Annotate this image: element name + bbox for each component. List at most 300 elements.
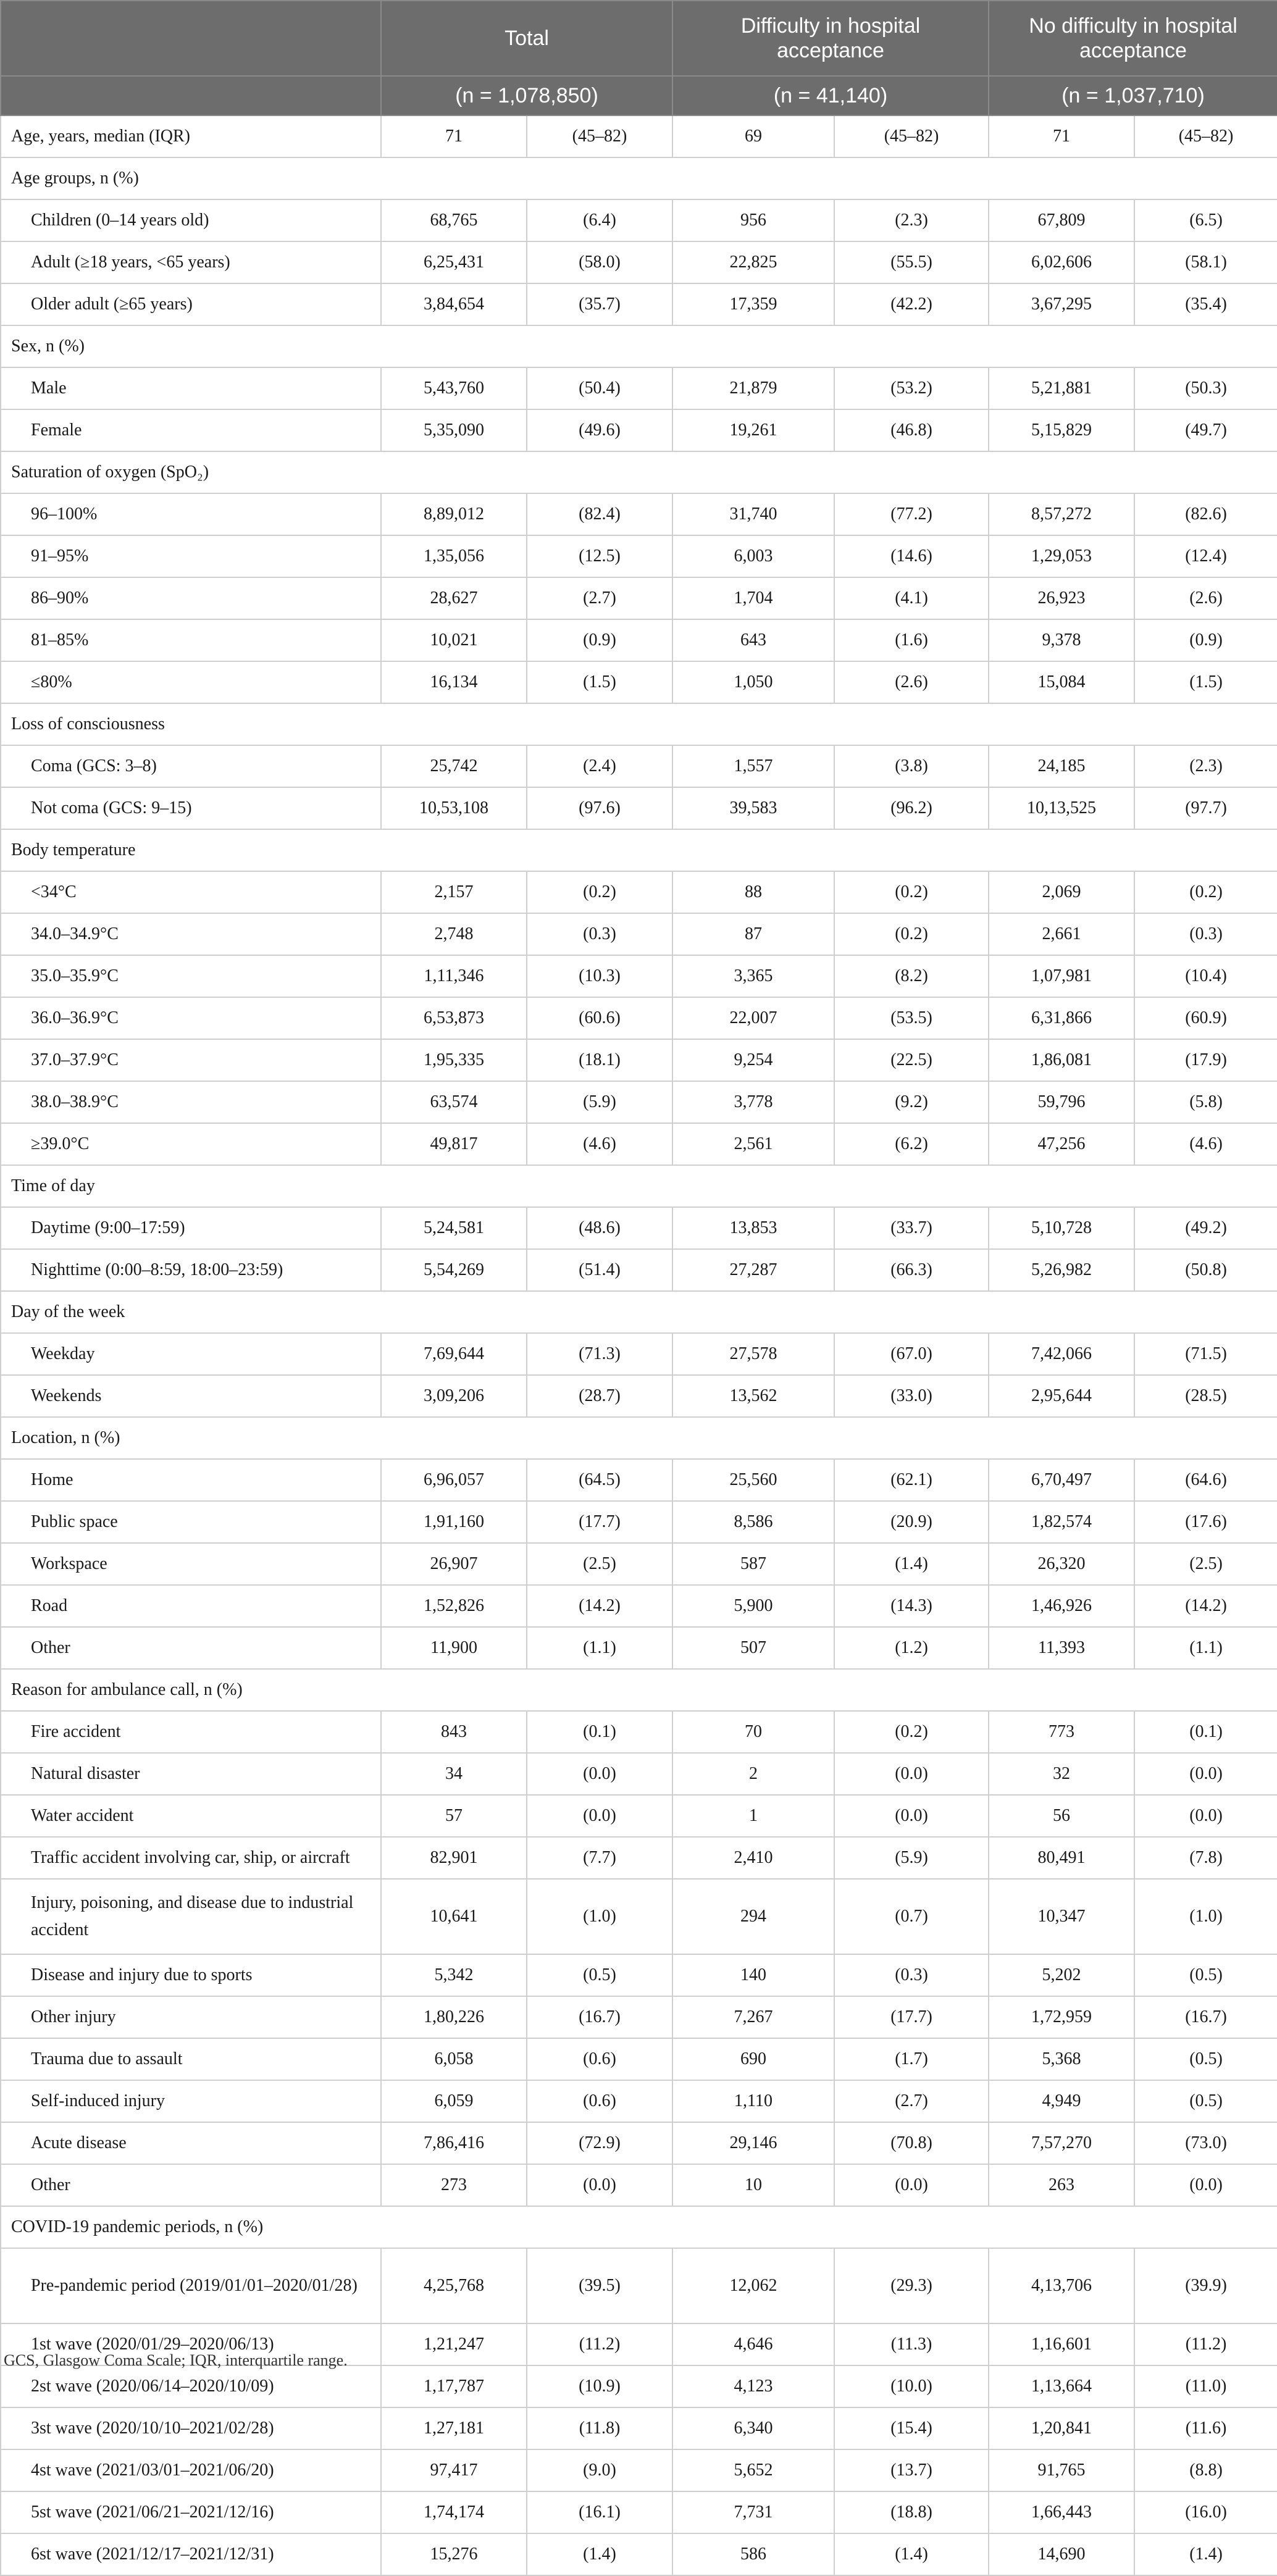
total-count-cell: 4,25,768 (381, 2248, 527, 2323)
total-count-cell: 71 (381, 115, 527, 157)
difficulty-count-cell: 19,261 (672, 409, 834, 451)
table-row (1, 955, 1277, 997)
row-label: Public space (1, 1501, 381, 1543)
section-row (1, 157, 1277, 199)
difficulty-percent-cell: (33.7) (834, 1207, 989, 1249)
row-label: Road (1, 1585, 381, 1627)
no-difficulty-count-cell: 10,347 (989, 1879, 1134, 1954)
difficulty-count-cell: 21,879 (672, 367, 834, 409)
difficulty-percent-cell: (0.2) (834, 871, 989, 913)
row-label: Daytime (9:00–17:59) (1, 1207, 381, 1249)
difficulty-percent-cell: (77.2) (834, 493, 989, 535)
difficulty-count-cell: 7,731 (672, 2491, 834, 2533)
no-difficulty-percent-cell: (58.1) (1134, 241, 1277, 283)
no-difficulty-count-cell: 6,31,866 (989, 997, 1134, 1039)
total-percent-cell: (2.7) (527, 577, 672, 619)
difficulty-percent-cell: (10.0) (834, 2365, 989, 2407)
no-difficulty-count-cell: 1,16,601 (989, 2323, 1134, 2365)
table-row (1, 1501, 1277, 1543)
table-footnote: GCS, Glasgow Coma Scale; IQR, interquartile range. (4, 2351, 348, 2369)
no-difficulty-percent-cell: (0.5) (1134, 2038, 1277, 2080)
difficulty-count-cell: 3,778 (672, 1081, 834, 1123)
difficulty-percent-cell: (1.4) (834, 2533, 989, 2575)
table-row (1, 535, 1277, 577)
total-percent-cell: (97.6) (527, 787, 672, 829)
difficulty-count-cell: 29,146 (672, 2122, 834, 2164)
total-percent-cell: (5.9) (527, 1081, 672, 1123)
section-label: Time of day (1, 1165, 1277, 1207)
no-difficulty-count-cell: 9,378 (989, 619, 1134, 661)
difficulty-percent-cell: (1.6) (834, 619, 989, 661)
table-row (1, 913, 1277, 955)
table-row (1, 1249, 1277, 1291)
difficulty-percent-cell: (53.2) (834, 367, 989, 409)
no-difficulty-percent-cell: (73.0) (1134, 2122, 1277, 2164)
total-percent-cell: (16.1) (527, 2491, 672, 2533)
no-difficulty-count-cell: 67,809 (989, 199, 1134, 241)
total-percent-cell: (28.7) (527, 1375, 672, 1417)
no-difficulty-count-cell: 1,20,841 (989, 2407, 1134, 2449)
difficulty-percent-cell: (20.9) (834, 1501, 989, 1543)
no-difficulty-count-cell: 263 (989, 2164, 1134, 2206)
total-count-cell: 10,641 (381, 1879, 527, 1954)
row-label: 3st wave (2020/10/10–2021/02/28) (1, 2407, 381, 2449)
section-row (1, 451, 1277, 493)
no-difficulty-count-cell: 1,07,981 (989, 955, 1134, 997)
total-count-cell: 28,627 (381, 577, 527, 619)
total-count-cell: 26,907 (381, 1543, 527, 1585)
section-row (1, 1417, 1277, 1459)
no-difficulty-percent-cell: (1.4) (1134, 2533, 1277, 2575)
no-difficulty-count-cell: 5,202 (989, 1954, 1134, 1996)
no-difficulty-count-cell: 15,084 (989, 661, 1134, 703)
difficulty-percent-cell: (3.8) (834, 745, 989, 787)
no-difficulty-count-cell: 24,185 (989, 745, 1134, 787)
row-label: Workspace (1, 1543, 381, 1585)
total-percent-cell: (14.2) (527, 1585, 672, 1627)
row-label: Fire accident (1, 1711, 381, 1753)
no-difficulty-count-cell: 5,10,728 (989, 1207, 1134, 1249)
table-row (1, 577, 1277, 619)
total-percent-cell: (11.2) (527, 2323, 672, 2365)
no-difficulty-percent-cell: (60.9) (1134, 997, 1277, 1039)
no-difficulty-count-cell: 26,923 (989, 577, 1134, 619)
total-percent-cell: (58.0) (527, 241, 672, 283)
no-difficulty-count-cell: 6,70,497 (989, 1459, 1134, 1501)
no-difficulty-count-cell: 11,393 (989, 1627, 1134, 1669)
no-difficulty-count-cell: 2,069 (989, 871, 1134, 913)
section-label: Loss of consciousness (1, 703, 1277, 745)
header-blank (1, 1, 381, 76)
section-row (1, 1165, 1277, 1207)
difficulty-percent-cell: (55.5) (834, 241, 989, 283)
difficulty-percent-cell: (15.4) (834, 2407, 989, 2449)
no-difficulty-percent-cell: (1.5) (1134, 661, 1277, 703)
difficulty-count-cell: 3,365 (672, 955, 834, 997)
no-difficulty-count-cell: 6,02,606 (989, 241, 1134, 283)
table-row (1, 2491, 1277, 2533)
no-difficulty-percent-cell: (97.7) (1134, 787, 1277, 829)
row-label: Weekday (1, 1333, 381, 1375)
total-count-cell: 1,95,335 (381, 1039, 527, 1081)
total-percent-cell: (0.9) (527, 619, 672, 661)
total-percent-cell: (7.7) (527, 1837, 672, 1879)
difficulty-count-cell: 587 (672, 1543, 834, 1585)
difficulty-count-cell: 5,652 (672, 2449, 834, 2491)
total-percent-cell: (0.2) (527, 871, 672, 913)
row-label: Male (1, 367, 381, 409)
difficulty-count-cell: 1,110 (672, 2080, 834, 2122)
total-percent-cell: (0.3) (527, 913, 672, 955)
table-row (1, 1459, 1277, 1501)
table-header (1, 1, 1277, 115)
total-percent-cell: (48.6) (527, 1207, 672, 1249)
table-row (1, 1333, 1277, 1375)
difficulty-percent-cell: (96.2) (834, 787, 989, 829)
table-row (1, 1123, 1277, 1165)
total-count-cell: 7,86,416 (381, 2122, 527, 2164)
header-n-total: (n = 1,078,850) (381, 76, 672, 115)
difficulty-percent-cell: (1.4) (834, 1543, 989, 1585)
total-count-cell: 34 (381, 1753, 527, 1795)
no-difficulty-percent-cell: (82.6) (1134, 493, 1277, 535)
no-difficulty-percent-cell: (11.0) (1134, 2365, 1277, 2407)
total-percent-cell: (17.7) (527, 1501, 672, 1543)
table-row (1, 1795, 1277, 1837)
no-difficulty-percent-cell: (50.3) (1134, 367, 1277, 409)
row-label: Coma (GCS: 3–8) (1, 745, 381, 787)
total-percent-cell: (12.5) (527, 535, 672, 577)
difficulty-percent-cell: (17.7) (834, 1996, 989, 2038)
total-percent-cell: (71.3) (527, 1333, 672, 1375)
difficulty-count-cell: 10 (672, 2164, 834, 2206)
no-difficulty-count-cell: 2,95,644 (989, 1375, 1134, 1417)
no-difficulty-count-cell: 8,57,272 (989, 493, 1134, 535)
total-percent-cell: (18.1) (527, 1039, 672, 1081)
total-percent-cell: (50.4) (527, 367, 672, 409)
difficulty-percent-cell: (14.6) (834, 535, 989, 577)
total-count-cell: 5,342 (381, 1954, 527, 1996)
total-count-cell: 3,84,654 (381, 283, 527, 325)
no-difficulty-percent-cell: (14.2) (1134, 1585, 1277, 1627)
no-difficulty-count-cell: 1,82,574 (989, 1501, 1134, 1543)
row-label: Other (1, 2164, 381, 2206)
no-difficulty-percent-cell: (17.6) (1134, 1501, 1277, 1543)
no-difficulty-percent-cell: (6.5) (1134, 199, 1277, 241)
total-percent-cell: (16.7) (527, 1996, 672, 2038)
no-difficulty-count-cell: 14,690 (989, 2533, 1134, 2575)
difficulty-percent-cell: (4.1) (834, 577, 989, 619)
total-count-cell: 1,21,247 (381, 2323, 527, 2365)
total-count-cell: 1,17,787 (381, 2365, 527, 2407)
no-difficulty-percent-cell: (0.3) (1134, 913, 1277, 955)
table-row (1, 871, 1277, 913)
total-count-cell: 16,134 (381, 661, 527, 703)
total-percent-cell: (0.0) (527, 1795, 672, 1837)
difficulty-percent-cell: (67.0) (834, 1333, 989, 1375)
difficulty-percent-cell: (62.1) (834, 1459, 989, 1501)
table-row (1, 1207, 1277, 1249)
no-difficulty-percent-cell: (28.5) (1134, 1375, 1277, 1417)
difficulty-count-cell: 25,560 (672, 1459, 834, 1501)
total-percent-cell: (6.4) (527, 199, 672, 241)
total-count-cell: 63,574 (381, 1081, 527, 1123)
table-row (1, 2038, 1277, 2080)
row-label: Weekends (1, 1375, 381, 1417)
total-percent-cell: (51.4) (527, 1249, 672, 1291)
no-difficulty-count-cell: 10,13,525 (989, 787, 1134, 829)
no-difficulty-count-cell: 1,72,959 (989, 1996, 1134, 2038)
difficulty-percent-cell: (14.3) (834, 1585, 989, 1627)
difficulty-count-cell: 88 (672, 871, 834, 913)
row-label: Adult (≥18 years, <65 years) (1, 241, 381, 283)
no-difficulty-count-cell: 5,26,982 (989, 1249, 1134, 1291)
no-difficulty-count-cell: 1,46,926 (989, 1585, 1134, 1627)
difficulty-count-cell: 2,561 (672, 1123, 834, 1165)
difficulty-percent-cell: (2.3) (834, 199, 989, 241)
total-count-cell: 25,742 (381, 745, 527, 787)
table-row (1, 1081, 1277, 1123)
difficulty-count-cell: 70 (672, 1711, 834, 1753)
difficulty-count-cell: 4,123 (672, 2365, 834, 2407)
row-label: Children (0–14 years old) (1, 199, 381, 241)
no-difficulty-percent-cell: (0.2) (1134, 871, 1277, 913)
no-difficulty-count-cell: 47,256 (989, 1123, 1134, 1165)
no-difficulty-count-cell: 1,13,664 (989, 2365, 1134, 2407)
section-row (1, 2206, 1277, 2248)
table-row (1, 1543, 1277, 1585)
table-row (1, 2449, 1277, 2491)
no-difficulty-count-cell: 4,949 (989, 2080, 1134, 2122)
no-difficulty-percent-cell: (2.3) (1134, 745, 1277, 787)
total-count-cell: 5,35,090 (381, 409, 527, 451)
difficulty-count-cell: 8,586 (672, 1501, 834, 1543)
difficulty-count-cell: 5,900 (672, 1585, 834, 1627)
table-row (1, 199, 1277, 241)
no-difficulty-percent-cell: (0.9) (1134, 619, 1277, 661)
no-difficulty-percent-cell: (0.1) (1134, 1711, 1277, 1753)
no-difficulty-count-cell: 1,86,081 (989, 1039, 1134, 1081)
table-row (1, 619, 1277, 661)
difficulty-count-cell: 1,050 (672, 661, 834, 703)
difficulty-percent-cell: (2.7) (834, 2080, 989, 2122)
difficulty-count-cell: 294 (672, 1879, 834, 1954)
table-row (1, 1627, 1277, 1669)
difficulty-count-cell: 12,062 (672, 2248, 834, 2323)
no-difficulty-count-cell: 7,42,066 (989, 1333, 1134, 1375)
difficulty-count-cell: 22,007 (672, 997, 834, 1039)
no-difficulty-count-cell: 3,67,295 (989, 283, 1134, 325)
table-row (1, 409, 1277, 451)
section-row (1, 1669, 1277, 1711)
difficulty-percent-cell: (0.7) (834, 1879, 989, 1954)
no-difficulty-count-cell: 5,21,881 (989, 367, 1134, 409)
total-count-cell: 8,89,012 (381, 493, 527, 535)
total-count-cell: 6,53,873 (381, 997, 527, 1039)
row-label: 91–95% (1, 535, 381, 577)
table-row (1, 2080, 1277, 2122)
row-label: Home (1, 1459, 381, 1501)
header-total: Total (381, 1, 672, 76)
total-count-cell: 10,021 (381, 619, 527, 661)
section-label: Body temperature (1, 829, 1277, 871)
row-label: 34.0–34.9°C (1, 913, 381, 955)
row-label: Trauma due to assault (1, 2038, 381, 2080)
total-count-cell: 1,91,160 (381, 1501, 527, 1543)
total-percent-cell: (60.6) (527, 997, 672, 1039)
difficulty-count-cell: 1,704 (672, 577, 834, 619)
row-label: <34°C (1, 871, 381, 913)
total-percent-cell: (0.5) (527, 1954, 672, 1996)
total-percent-cell: (0.0) (527, 1753, 672, 1795)
section-label: Day of the week (1, 1291, 1277, 1333)
difficulty-count-cell: 39,583 (672, 787, 834, 829)
table-row (1, 1039, 1277, 1081)
difficulty-count-cell: 13,853 (672, 1207, 834, 1249)
header-no-difficulty: No difficulty in hospital acceptance (989, 1, 1277, 76)
difficulty-count-cell: 17,359 (672, 283, 834, 325)
difficulty-count-cell: 956 (672, 199, 834, 241)
difficulty-percent-cell: (9.2) (834, 1081, 989, 1123)
no-difficulty-percent-cell: (71.5) (1134, 1333, 1277, 1375)
total-count-cell: 3,09,206 (381, 1375, 527, 1417)
difficulty-percent-cell: (22.5) (834, 1039, 989, 1081)
total-count-cell: 5,24,581 (381, 1207, 527, 1249)
row-label: ≤80% (1, 661, 381, 703)
row-label: Water accident (1, 1795, 381, 1837)
total-percent-cell: (0.1) (527, 1711, 672, 1753)
total-percent-cell: (9.0) (527, 2449, 672, 2491)
difficulty-count-cell: 507 (672, 1627, 834, 1669)
no-difficulty-percent-cell: (45–82) (1134, 115, 1277, 157)
total-percent-cell: (0.6) (527, 2080, 672, 2122)
header-n-no-difficulty: (n = 1,037,710) (989, 76, 1277, 115)
section-label: Location, n (%) (1, 1417, 1277, 1459)
no-difficulty-percent-cell: (50.8) (1134, 1249, 1277, 1291)
table-row (1, 1879, 1277, 1954)
table-row (1, 1711, 1277, 1753)
difficulty-percent-cell: (8.2) (834, 955, 989, 997)
no-difficulty-count-cell: 1,66,443 (989, 2491, 1134, 2533)
row-label: 2st wave (2020/06/14–2020/10/09) (1, 2365, 381, 2407)
row-label: Older adult (≥65 years) (1, 283, 381, 325)
difficulty-count-cell: 6,340 (672, 2407, 834, 2449)
table-row (1, 1753, 1277, 1795)
difficulty-percent-cell: (18.8) (834, 2491, 989, 2533)
row-label: Other (1, 1627, 381, 1669)
section-row (1, 325, 1277, 367)
table-row (1, 1996, 1277, 2038)
no-difficulty-percent-cell: (12.4) (1134, 535, 1277, 577)
difficulty-count-cell: 586 (672, 2533, 834, 2575)
row-label: ≥39.0°C (1, 1123, 381, 1165)
total-count-cell: 6,96,057 (381, 1459, 527, 1501)
difficulty-count-cell: 1 (672, 1795, 834, 1837)
difficulty-count-cell: 69 (672, 115, 834, 157)
no-difficulty-percent-cell: (8.8) (1134, 2449, 1277, 2491)
difficulty-count-cell: 140 (672, 1954, 834, 1996)
row-label: Nighttime (0:00–8:59, 18:00–23:59) (1, 1249, 381, 1291)
total-count-cell: 68,765 (381, 199, 527, 241)
row-label: 4st wave (2021/03/01–2021/06/20) (1, 2449, 381, 2491)
no-difficulty-count-cell: 32 (989, 1753, 1134, 1795)
no-difficulty-count-cell: 59,796 (989, 1081, 1134, 1123)
difficulty-percent-cell: (5.9) (834, 1837, 989, 1879)
total-count-cell: 5,54,269 (381, 1249, 527, 1291)
total-count-cell: 15,276 (381, 2533, 527, 2575)
difficulty-percent-cell: (0.0) (834, 1753, 989, 1795)
difficulty-count-cell: 22,825 (672, 241, 834, 283)
section-label: Saturation of oxygen (SpO₂) (1, 451, 1277, 493)
difficulty-count-cell: 87 (672, 913, 834, 955)
table-body (1, 115, 1277, 2575)
difficulty-percent-cell: (70.8) (834, 2122, 989, 2164)
row-label: 81–85% (1, 619, 381, 661)
no-difficulty-percent-cell: (11.6) (1134, 2407, 1277, 2449)
difficulty-percent-cell: (1.7) (834, 2038, 989, 2080)
no-difficulty-percent-cell: (0.0) (1134, 1795, 1277, 1837)
no-difficulty-percent-cell: (49.2) (1134, 1207, 1277, 1249)
difficulty-percent-cell: (46.8) (834, 409, 989, 451)
total-percent-cell: (45–82) (527, 115, 672, 157)
section-label: COVID-19 pandemic periods, n (%) (1, 2206, 1277, 2248)
no-difficulty-count-cell: 1,29,053 (989, 535, 1134, 577)
total-percent-cell: (82.4) (527, 493, 672, 535)
total-percent-cell: (49.6) (527, 409, 672, 451)
total-percent-cell: (72.9) (527, 2122, 672, 2164)
no-difficulty-percent-cell: (64.6) (1134, 1459, 1277, 1501)
total-percent-cell: (10.9) (527, 2365, 672, 2407)
table-row (1, 661, 1277, 703)
table-row (1, 2533, 1277, 2575)
table-row (1, 745, 1277, 787)
section-label: Reason for ambulance call, n (%) (1, 1669, 1277, 1711)
no-difficulty-count-cell: 91,765 (989, 2449, 1134, 2491)
difficulty-percent-cell: (66.3) (834, 1249, 989, 1291)
total-count-cell: 11,900 (381, 1627, 527, 1669)
no-difficulty-percent-cell: (0.5) (1134, 2080, 1277, 2122)
total-percent-cell: (1.5) (527, 661, 672, 703)
total-percent-cell: (64.5) (527, 1459, 672, 1501)
no-difficulty-count-cell: 80,491 (989, 1837, 1134, 1879)
no-difficulty-percent-cell: (39.9) (1134, 2248, 1277, 2323)
difficulty-percent-cell: (0.0) (834, 2164, 989, 2206)
difficulty-count-cell: 13,562 (672, 1375, 834, 1417)
no-difficulty-percent-cell: (4.6) (1134, 1123, 1277, 1165)
difficulty-percent-cell: (33.0) (834, 1375, 989, 1417)
section-row (1, 829, 1277, 871)
no-difficulty-percent-cell: (5.8) (1134, 1081, 1277, 1123)
total-percent-cell: (4.6) (527, 1123, 672, 1165)
no-difficulty-percent-cell: (16.7) (1134, 1996, 1277, 2038)
no-difficulty-percent-cell: (7.8) (1134, 1837, 1277, 1879)
row-label: Pre-pandemic period (2019/01/01–2020/01/28) (1, 2248, 381, 2323)
no-difficulty-count-cell: 56 (989, 1795, 1134, 1837)
table-row (1, 115, 1277, 157)
difficulty-percent-cell: (53.5) (834, 997, 989, 1039)
table-row (1, 283, 1277, 325)
total-percent-cell: (1.4) (527, 2533, 672, 2575)
total-count-cell: 57 (381, 1795, 527, 1837)
table-row (1, 2407, 1277, 2449)
row-label: Traffic accident involving car, ship, or aircraft (1, 1837, 381, 1879)
section-label: Sex, n (%) (1, 325, 1277, 367)
section-label: Age groups, n (%) (1, 157, 1277, 199)
row-label: 35.0–35.9°C (1, 955, 381, 997)
difficulty-count-cell: 6,003 (672, 535, 834, 577)
difficulty-percent-cell: (1.2) (834, 1627, 989, 1669)
difficulty-count-cell: 27,287 (672, 1249, 834, 1291)
